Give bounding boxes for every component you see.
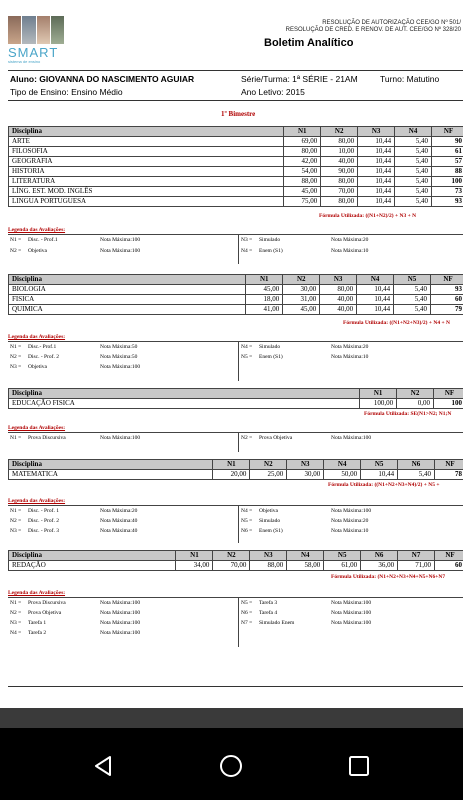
- grades-table-3: [8, 388, 463, 409]
- final-grade-cell: 93: [431, 285, 463, 295]
- legend-item: N5 = Tarefa 3 Nota Máxima:100: [241, 600, 372, 606]
- grade-cell: 5,40: [395, 137, 432, 147]
- header-cell: NF: [432, 127, 463, 137]
- grade-cell: 10,44: [358, 147, 395, 157]
- legend-item: N1 = Prova Discursiva Nota Máxima:100: [10, 435, 141, 441]
- table-row: [9, 147, 463, 157]
- legend-border: [8, 505, 463, 506]
- grade-cell: 5,40: [395, 147, 432, 157]
- grade-cell: 5,40: [394, 285, 431, 295]
- subject-cell: QUIMICA: [9, 305, 246, 315]
- subject-cell: HISTORIA: [9, 167, 284, 177]
- legend-divider: [238, 432, 239, 452]
- legend-divider: [238, 505, 239, 543]
- legend-title: Legenda das Avaliações:: [8, 334, 66, 340]
- final-grade-cell: 100: [434, 399, 463, 409]
- grade-cell: 10,44: [358, 157, 395, 167]
- subject-cell: FISICA: [9, 295, 246, 305]
- final-grade-cell: 61: [432, 147, 463, 157]
- legend-item: N2 = Disc. - Prof. 2 Nota Máxima:40: [10, 518, 138, 524]
- header-cell: N7: [398, 551, 435, 561]
- table-header-row: [9, 275, 463, 285]
- header-cell: N1: [246, 275, 283, 285]
- legend-item: N7 = Simulado Enem Nota Máxima:100: [241, 620, 372, 626]
- legend-title: Legenda das Avaliações:: [8, 590, 66, 596]
- grade-cell: 40,00: [321, 157, 358, 167]
- student-shift: Turno: Matutino: [380, 74, 440, 84]
- header-cell: N2: [283, 275, 320, 285]
- grade-cell: 69,00: [284, 137, 321, 147]
- header-cell: NF: [431, 275, 463, 285]
- header-cell: N5: [394, 275, 431, 285]
- grade-cell: 42,00: [284, 157, 321, 167]
- header-cell: N4: [357, 275, 394, 285]
- home-button[interactable]: [213, 748, 249, 784]
- final-grade-cell: 60: [435, 561, 463, 571]
- grade-cell: 88,00: [250, 561, 287, 571]
- subject-cell: FILOSOFIA: [9, 147, 284, 157]
- logo-subtext: sistema de ensino: [8, 59, 41, 64]
- grade-cell: 10,44: [358, 137, 395, 147]
- legend-item: N1 = Disc. - Prof.1 Nota Máxima:100: [10, 237, 141, 243]
- grade-cell: 10,00: [321, 147, 358, 157]
- legend-item: N1 = Disc. - Prof. 1 Nota Máxima:20: [10, 508, 138, 514]
- page-title: Boletim Analítico: [264, 37, 354, 49]
- legend-item: N2 = Prova Objetiva Nota Máxima:100: [10, 610, 141, 616]
- subject-cell: REDAÇÃO: [9, 561, 176, 571]
- grades-table-1: [8, 126, 463, 207]
- grades-table-5: [8, 550, 463, 571]
- header-cell: Disciplina: [9, 127, 284, 137]
- legend-title: Legenda das Avaliações:: [8, 498, 66, 504]
- header-cell: N3: [320, 275, 357, 285]
- table-row: [9, 399, 463, 409]
- table-header-row: [9, 127, 463, 137]
- legend-item: N1 = Disc.- Prof.1 Nota Máxima:50: [10, 344, 138, 350]
- subject-cell: GEOGRAFIA: [9, 157, 284, 167]
- header-cell: Disciplina: [9, 551, 176, 561]
- final-grade-cell: 60: [431, 295, 463, 305]
- subject-cell: MATEMATICA: [9, 470, 213, 480]
- legend-item: N3 = Objetiva Nota Máxima:100: [10, 364, 141, 370]
- header-cell: N2: [321, 127, 358, 137]
- grade-cell: 30,00: [287, 470, 324, 480]
- header-cell: N3: [287, 460, 324, 470]
- grade-cell: 50,00: [324, 470, 361, 480]
- grade-cell: 10,44: [357, 295, 394, 305]
- student-name: Aluno: GIOVANNA DO NASCIMENTO AGUIAR: [10, 74, 195, 84]
- grade-cell: 45,00: [246, 285, 283, 295]
- legend-border: [8, 234, 463, 235]
- header-cell: N1: [213, 460, 250, 470]
- grade-cell: 10,44: [361, 470, 398, 480]
- page-end-bar: [0, 708, 463, 728]
- grade-cell: 80,00: [284, 147, 321, 157]
- header-cell: N1: [284, 127, 321, 137]
- legend-border: [8, 432, 463, 433]
- header-cell: NF: [435, 460, 463, 470]
- system-navigation-bar: [0, 728, 463, 800]
- header-cell: Disciplina: [9, 460, 213, 470]
- grade-cell: 5,40: [395, 167, 432, 177]
- table-header-row: [9, 389, 463, 399]
- table-row: [9, 177, 463, 187]
- grade-cell: 18,00: [246, 295, 283, 305]
- final-grade-cell: 79: [431, 305, 463, 315]
- student-class: Série/Turma: 1ª SÉRIE - 21AM: [241, 74, 358, 84]
- subject-cell: EDUCAÇÃO FISICA: [9, 399, 360, 409]
- grade-cell: 88,00: [284, 177, 321, 187]
- formula-text: Fórmula Utilizada: SE(N1>N2; N1;N: [364, 411, 452, 417]
- resolution-line-1: RESOLUÇÃO DE AUTORIZAÇÃO CEE/GO Nº 501/: [322, 20, 461, 26]
- grade-cell: 70,00: [213, 561, 250, 571]
- header-cell: N3: [358, 127, 395, 137]
- legend-item: N4 = Tarefa 2 Nota Máxima:100: [10, 630, 141, 636]
- recents-icon: [347, 754, 371, 778]
- legend-divider: [238, 597, 239, 647]
- logo-text: SMART: [8, 45, 59, 60]
- table-row: [9, 305, 463, 315]
- grades-table-2: [8, 274, 463, 315]
- legend-item: N4 = Objetiva Nota Máxima:100: [241, 508, 372, 514]
- header-cell: N4: [324, 460, 361, 470]
- table-row: [9, 167, 463, 177]
- header-cell: N2: [213, 551, 250, 561]
- grade-cell: 100,00: [360, 399, 397, 409]
- header-cell: N4: [287, 551, 324, 561]
- header-cell: N4: [395, 127, 432, 137]
- grades-table-4: [8, 459, 463, 480]
- header-cell: NF: [435, 551, 463, 561]
- header-cell: N2: [250, 460, 287, 470]
- bimester-title: 1º Bimestre: [221, 110, 256, 118]
- subject-cell: BIOLOGIA: [9, 285, 246, 295]
- grade-cell: 70,00: [321, 187, 358, 197]
- grade-cell: 5,40: [395, 197, 432, 207]
- recents-button[interactable]: [341, 748, 377, 784]
- grade-cell: 5,40: [395, 177, 432, 187]
- header-cell: N5: [324, 551, 361, 561]
- header-cell: N2: [397, 389, 434, 399]
- grade-cell: 34,00: [176, 561, 213, 571]
- formula-text: Fórmula Utilizada: ((N1+N2+N3+N4)/2) + N5 +: [328, 482, 440, 488]
- table-row: [9, 561, 463, 571]
- grade-cell: 30,00: [283, 285, 320, 295]
- header-cell: Disciplina: [9, 275, 246, 285]
- grade-cell: 0,00: [397, 399, 434, 409]
- final-grade-cell: 93: [432, 197, 463, 207]
- header-cell: Disciplina: [9, 389, 360, 399]
- final-grade-cell: 100: [432, 177, 463, 187]
- legend-divider: [238, 234, 239, 264]
- subject-cell: LÍNG. EST. MOD. INGLÊS: [9, 187, 284, 197]
- grade-cell: 41,00: [246, 305, 283, 315]
- grade-cell: 40,00: [320, 295, 357, 305]
- table-row: [9, 157, 463, 167]
- grade-cell: 58,00: [287, 561, 324, 571]
- final-grade-cell: 90: [432, 137, 463, 147]
- legend-item: N5 = Enem (S1) Nota Máxima:10: [241, 354, 369, 360]
- home-icon: [218, 753, 244, 779]
- formula-text: Fórmula Utilizada: ((N1+N2+N3)/2) + N4 + N: [343, 320, 450, 326]
- header-cell: N3: [250, 551, 287, 561]
- legend-item: N3 = Disc. - Prof. 3 Nota Máxima:40: [10, 528, 138, 534]
- table-row: [9, 470, 463, 480]
- grade-cell: 80,00: [321, 137, 358, 147]
- divider: [8, 70, 463, 71]
- grade-cell: 5,40: [394, 305, 431, 315]
- table-row: [9, 295, 463, 305]
- final-grade-cell: 73: [432, 187, 463, 197]
- grade-cell: 36,00: [361, 561, 398, 571]
- legend-border: [8, 597, 463, 598]
- education-type: Tipo de Ensino: Ensino Médio: [10, 87, 123, 97]
- table-row: [9, 197, 463, 207]
- header-cell: NF: [434, 389, 463, 399]
- grade-cell: 40,00: [320, 305, 357, 315]
- table-row: [9, 285, 463, 295]
- legend-item: N4 = Enem (S1) Nota Máxima:10: [241, 248, 369, 254]
- legend-item: N2 = Prova Objetiva Nota Máxima:100: [241, 435, 372, 441]
- divider: [8, 100, 463, 101]
- grade-cell: 5,40: [394, 295, 431, 305]
- grade-cell: 61,00: [324, 561, 361, 571]
- table-header-row: [9, 551, 463, 561]
- subject-cell: ARTE: [9, 137, 284, 147]
- grade-cell: 31,00: [283, 295, 320, 305]
- header-cell: N1: [360, 389, 397, 399]
- grade-cell: 5,40: [398, 470, 435, 480]
- legend-item: N1 = Prova Discursiva Nota Máxima:100: [10, 600, 141, 606]
- grade-cell: 45,00: [284, 187, 321, 197]
- grade-cell: 80,00: [321, 177, 358, 187]
- page-bottom-line: [8, 686, 463, 687]
- legend-item: N5 = Simulado Nota Máxima:20: [241, 518, 369, 524]
- subject-cell: LINGUA PORTUGUESA: [9, 197, 284, 207]
- grade-cell: 20,00: [213, 470, 250, 480]
- legend-item: N3 = Tarefa 1 Nota Máxima:100: [10, 620, 141, 626]
- header-cell: N6: [361, 551, 398, 561]
- legend-item: N6 = Tarefa 4 Nota Máxima:100: [241, 610, 372, 616]
- header-cell: N6: [398, 460, 435, 470]
- grade-cell: 45,00: [283, 305, 320, 315]
- legend-item: N2 = Objetiva Nota Máxima:100: [10, 248, 141, 254]
- legend-item: N4 = Simulado Nota Máxima:20: [241, 344, 369, 350]
- logo-photos: [8, 16, 64, 44]
- school-year: Ano Letivo: 2015: [241, 87, 305, 97]
- final-grade-cell: 78: [435, 470, 463, 480]
- final-grade-cell: 57: [432, 157, 463, 167]
- grade-cell: 75,00: [284, 197, 321, 207]
- table-header-row: [9, 460, 463, 470]
- legend-title: Legenda das Avaliações:: [8, 425, 66, 431]
- formula-text: Fórmula Utilizada: ((N1+N2)/2) + N3 + N: [319, 213, 417, 219]
- back-button[interactable]: [85, 748, 121, 784]
- grade-cell: 10,44: [358, 197, 395, 207]
- grade-cell: 5,40: [395, 187, 432, 197]
- table-row: [9, 187, 463, 197]
- legend-border: [8, 341, 463, 342]
- header-cell: N5: [361, 460, 398, 470]
- table-row: [9, 137, 463, 147]
- header-cell: N1: [176, 551, 213, 561]
- grade-cell: 80,00: [321, 197, 358, 207]
- final-grade-cell: 88: [432, 167, 463, 177]
- formula-text: Fórmula Utilizada: (N1+N2+N3+N4+N5+N6+N7: [331, 574, 446, 580]
- subject-cell: LITERATURA: [9, 177, 284, 187]
- back-icon: [91, 754, 115, 778]
- grade-cell: 10,44: [358, 177, 395, 187]
- grade-cell: 10,44: [357, 305, 394, 315]
- grade-cell: 90,00: [321, 167, 358, 177]
- grade-cell: 71,00: [398, 561, 435, 571]
- grade-cell: 10,44: [358, 167, 395, 177]
- legend-item: N6 = Enem (S1) Nota Máxima:10: [241, 528, 369, 534]
- grade-cell: 10,44: [358, 187, 395, 197]
- grade-cell: 5,40: [395, 157, 432, 167]
- grade-cell: 80,00: [320, 285, 357, 295]
- grade-cell: 10,44: [357, 285, 394, 295]
- legend-title: Legenda das Avaliações:: [8, 227, 66, 233]
- legend-divider: [238, 341, 239, 381]
- legend-item: N3 = Simulado Nota Máxima:20: [241, 237, 369, 243]
- legend-item: N2 = Disc. - Prof. 2 Nota Máxima:50: [10, 354, 138, 360]
- school-logo: [8, 16, 64, 68]
- grade-cell: 25,00: [250, 470, 287, 480]
- grade-cell: 54,00: [284, 167, 321, 177]
- resolution-line-2: RESOLUÇÃO DE CRED. E RENOV. DE AUT. CEE/GO Nº 328/20: [285, 27, 461, 33]
